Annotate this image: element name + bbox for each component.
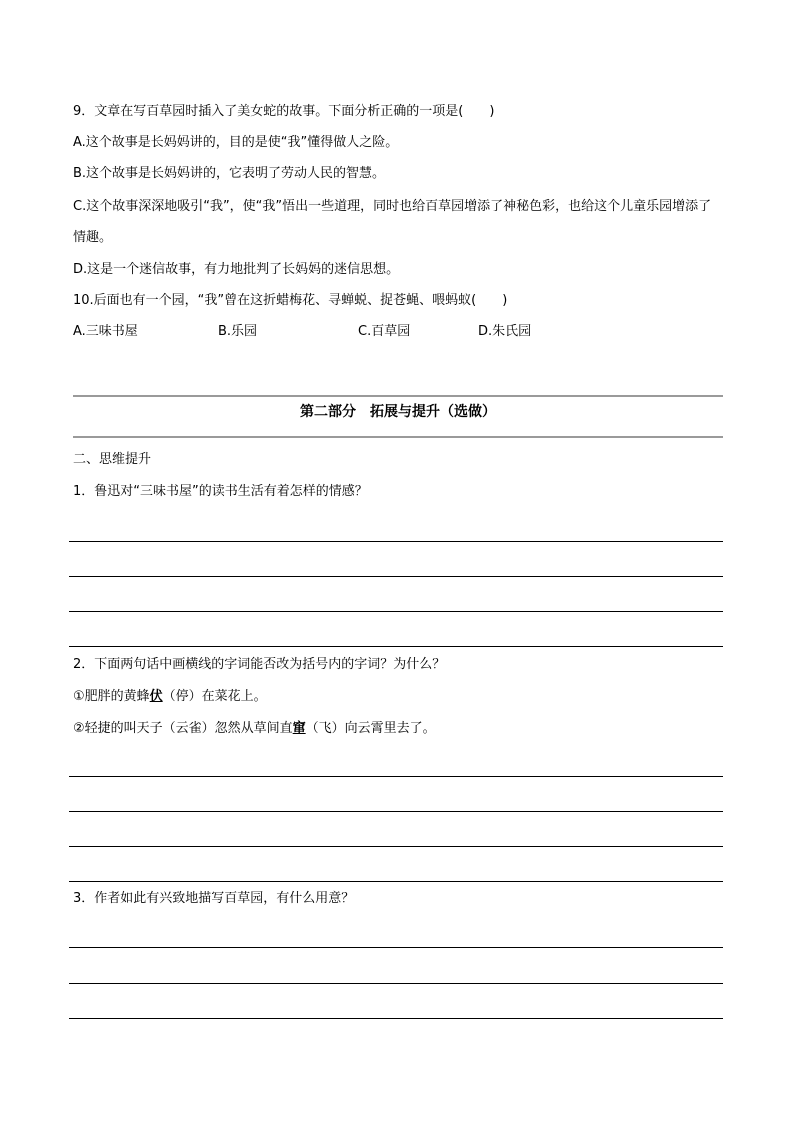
question-9-option-d: D.这是一个迷信故事，有力地批判了长妈妈的迷信思想。 — [73, 262, 400, 277]
answer-line[interactable] — [69, 947, 723, 948]
answer-line[interactable] — [69, 646, 723, 647]
question-10-option-c: C.百草园 — [358, 324, 411, 339]
question-10-option-a: A.三味书屋 — [73, 324, 138, 339]
part2-question-1-stem: 1．鲁迅对“三味书屋”的读书生活有着怎样的情感？ — [73, 484, 368, 499]
question-9-stem: 9．文章在写百草园时插入了美女蛇的故事。下面分析正确的一项是( ) — [73, 104, 495, 119]
answer-line[interactable] — [69, 776, 723, 777]
sentence-2-underlined-word: 窜 — [292, 721, 306, 736]
question-9-option-a: A.这个故事是长妈妈讲的，目的是使“我”懂得做人之险。 — [73, 135, 399, 150]
section-bottom-rule — [73, 436, 723, 438]
question-9-option-b: B.这个故事是长妈妈讲的，它表明了劳动人民的智慧。 — [73, 166, 386, 181]
sentence-1-suffix: （停）在菜花上。 — [162, 689, 267, 704]
question-10-option-b: B.乐园 — [218, 324, 258, 339]
question-10-stem: 10.后面也有一个园，“我”曾在这折蜡梅花、寻蝉蜕、捉苍蝇、喂蚂蚁( ) — [73, 293, 508, 308]
part2-question-2-stem: 2．下面两句话中画横线的字词能否改为括号内的字词？为什么？ — [73, 657, 446, 672]
part2-question-2-sentence-2 — [73, 720, 436, 738]
sentence-2-suffix: （飞）向云霄里去了。 — [305, 721, 436, 736]
answer-line[interactable] — [69, 541, 723, 542]
section-top-rule — [73, 395, 723, 397]
answer-line[interactable] — [69, 611, 723, 612]
part-2-title: 第二部分 拓展与提升（选做） — [300, 404, 496, 420]
section-heading: 二、思维提升 — [73, 452, 152, 467]
sentence-2-prefix: ②轻捷的叫天子（云雀）忽然从草间直 — [73, 721, 293, 736]
answer-line[interactable] — [69, 576, 723, 577]
answer-line[interactable] — [69, 983, 723, 984]
answer-line[interactable] — [69, 846, 723, 847]
answer-line[interactable] — [69, 1018, 723, 1019]
part2-question-2-sentence-1 — [73, 688, 267, 706]
answer-line[interactable] — [69, 811, 723, 812]
sentence-1-prefix: ①肥胖的黄蜂 — [73, 689, 150, 704]
question-9-option-c: C.这个故事深深地吸引“我”，使“我”悟出一些道理，同时也给百草园增添了神秘色彩，也给这个儿童乐园增添了情趣。 — [73, 199, 712, 245]
part2-question-3-stem: 3．作者如此有兴致地描写百草园，有什么用意？ — [73, 891, 355, 906]
answer-line[interactable] — [69, 881, 723, 882]
sentence-1-underlined-word: 伏 — [149, 689, 163, 704]
question-10-option-d: D.朱氏园 — [478, 324, 532, 339]
